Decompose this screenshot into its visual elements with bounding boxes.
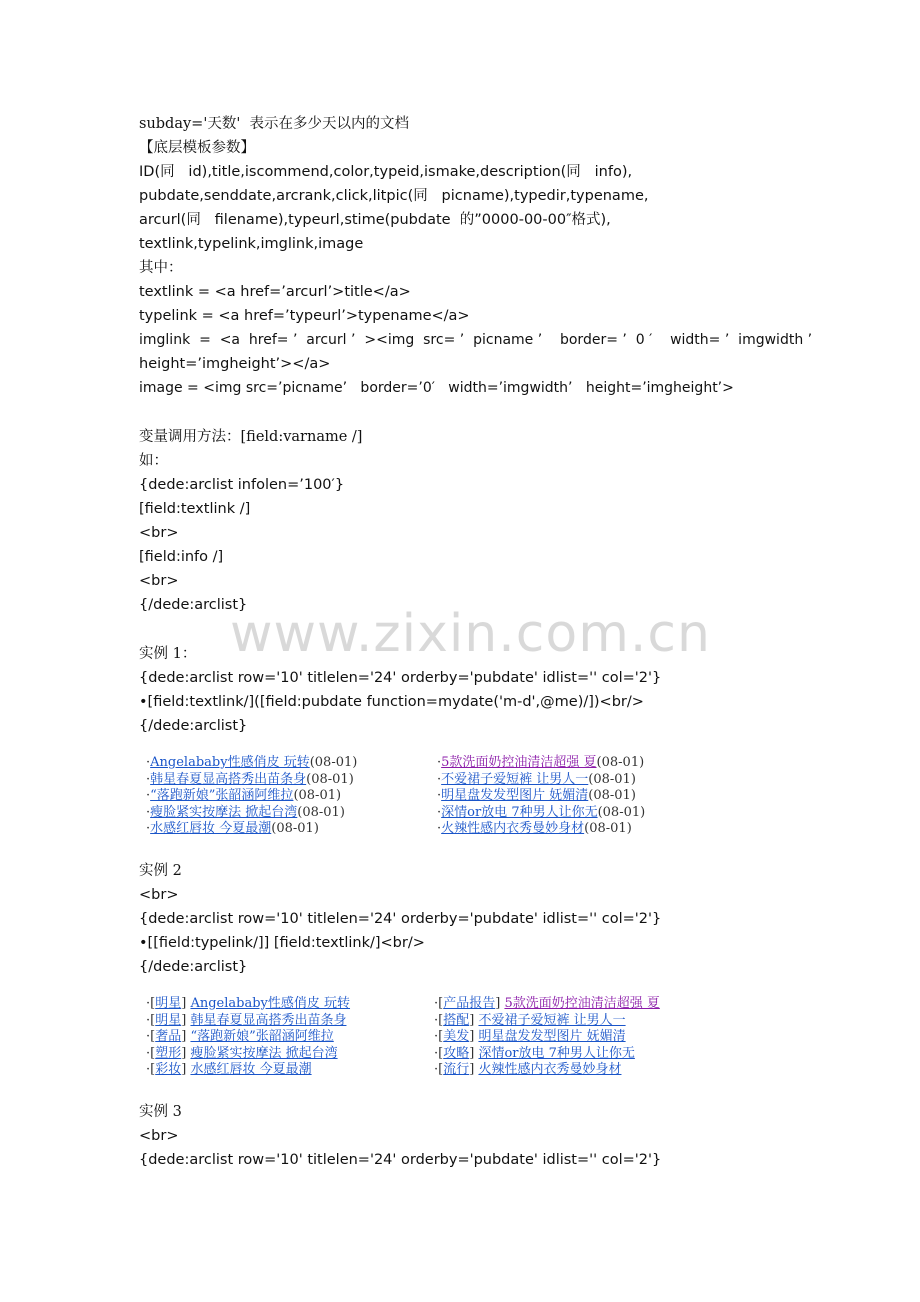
text-line: arcurl(同 filename),typeurl,stime(pubdate 的”0000-00-00″格式), (139, 212, 611, 228)
list-item: ·“落跑新娘”张韶涵阿维拉(08-01) (146, 788, 342, 803)
code-line: imglink = <a href= ’ arcurl ’ ><img src= ’ picname ’ border= ’ 0 ′ width= ’ imgwidth ’ (139, 332, 813, 348)
example-heading: 实例 1： (139, 646, 197, 662)
type-link[interactable]: 明星 (155, 996, 182, 1011)
type-link[interactable]: 彩妆 (155, 1062, 182, 1077)
code-line: {/dede:arclist} (139, 718, 248, 734)
type-link[interactable]: 塑形 (155, 1045, 182, 1061)
list-item: ·[彩妆] 水感红唇妆 今夏最潮 (146, 1062, 312, 1077)
code-line: typelink = <a href=’typeurl’>typename</a> (139, 308, 470, 324)
code-line: [field:textlink /] (139, 501, 251, 517)
code-line: <br> (139, 573, 179, 589)
article-link[interactable]: 水感红唇妆 今夏最潮 (190, 1062, 312, 1077)
list-item: ·水感红唇妆 今夏最潮(08-01) (146, 821, 319, 836)
code-line: {/dede:arclist} (139, 597, 248, 613)
code-line: <br> (139, 1128, 179, 1144)
article-link[interactable]: 不爱裙子爱短裤 让男人一 (478, 1012, 626, 1028)
example-heading: 实例 2 (139, 863, 182, 879)
list-item: ·[奢品] “落跑新娘”张韶涵阿维拉 (146, 1029, 334, 1044)
article-link[interactable]: Angelababy性感俏皮 玩转 (190, 996, 351, 1011)
article-date: (08-01) (306, 771, 354, 787)
example1-left-column (146, 755, 357, 838)
type-link[interactable]: 搭配 (443, 1012, 470, 1028)
article-link[interactable]: 5款洗面奶控油清洁超强 夏 (441, 755, 597, 770)
code-line: •[field:textlink/]([field:pubdate function=mydate('m-d',@me)/])<br/> (139, 694, 644, 710)
code-line: height=’imgheight’></a> (139, 356, 331, 372)
list-item: ·火辣性感内衣秀曼妙身材(08-01) (437, 821, 632, 836)
list-item: ·[明星] Angelababy性感俏皮 玩转 (146, 996, 351, 1011)
article-link[interactable]: 明星盘发发型图片 妩媚清 (441, 788, 589, 803)
code-line: {dede:arclist row='10' titlelen='24' orderby='pubdate' idlist='' col='2'} (139, 1152, 662, 1168)
article-link[interactable]: 水感红唇妆 今夏最潮 (150, 821, 272, 836)
list-item: ·韩星春夏显高搭秀出苗条身(08-01) (146, 771, 354, 787)
list-item: ·[攻略] 深情or放电 7种男人让你无 (434, 1045, 635, 1061)
article-link[interactable]: 深情or放电 7种男人让你无 (478, 1045, 635, 1061)
article-link[interactable]: 不爱裙子爱短裤 让男人一 (441, 771, 589, 787)
list-item: ·不爱裙子爱短裤 让男人一(08-01) (437, 771, 636, 787)
code-line: {dede:arclist row='10' titlelen='24' orderby='pubdate' idlist='' col='2'} (139, 670, 662, 686)
code-line: <br> (139, 887, 179, 903)
type-link[interactable]: 奢品 (155, 1029, 182, 1044)
list-item: ·深情or放电 7种男人让你无(08-01) (437, 804, 646, 820)
list-item: ·瘦脸紧实按摩法 掀起台湾(08-01) (146, 804, 345, 820)
example2-left-column (146, 996, 350, 1079)
text-line: ID(同 id),title,iscommend,color,typeid,ismake,description(同 info), (139, 164, 633, 180)
section-heading: 【底层模板参数】 (139, 140, 255, 156)
article-link[interactable]: 明星盘发发型图片 妩媚清 (478, 1029, 626, 1044)
type-link[interactable]: 产品报告 (443, 996, 496, 1011)
list-item: ·[明星] 韩星春夏显高搭秀出苗条身 (146, 1012, 347, 1028)
example-heading: 实例 3 (139, 1104, 182, 1120)
list-item: ·[美发] 明星盘发发型图片 妩媚清 (434, 1029, 626, 1044)
text-line: subday='天数' 表示在多少天以内的文档 (139, 116, 410, 132)
article-date: (08-01) (297, 804, 345, 820)
code-line: {dede:arclist infolen=’100′} (139, 477, 345, 493)
list-item: ·[搭配] 不爱裙子爱短裤 让男人一 (434, 1012, 626, 1028)
list-item: ·[塑形] 瘦脸紧实按摩法 掀起台湾 (146, 1045, 338, 1061)
type-link[interactable]: 明星 (155, 1012, 182, 1028)
article-link[interactable]: Angelababy性感俏皮 玩转 (150, 755, 310, 770)
article-link[interactable]: 火辣性感内衣秀曼妙身材 (478, 1062, 622, 1077)
list-item: ·5款洗面奶控油清洁超强 夏(08-01) (437, 755, 645, 770)
code-line: {/dede:arclist} (139, 959, 248, 975)
article-link[interactable]: “落跑新娘”张韶涵阿维拉 (150, 788, 294, 803)
article-link[interactable]: 5款洗面奶控油清洁超强 夏 (504, 996, 660, 1011)
text-line: 如： (139, 453, 168, 469)
article-link[interactable]: 火辣性感内衣秀曼妙身材 (441, 821, 585, 836)
article-date: (08-01) (293, 788, 342, 803)
article-link[interactable]: “落跑新娘”张韶涵阿维拉 (190, 1029, 334, 1044)
text-line: pubdate,senddate,arcrank,click,litpic(同 picname),typedir,typename, (139, 188, 649, 204)
article-date: (08-01) (584, 821, 632, 836)
list-item: ·[产品报告] 5款洗面奶控油清洁超强 夏 (434, 996, 660, 1011)
type-link[interactable]: 攻略 (443, 1045, 470, 1061)
text-line: 变量调用方法：[field:varname /] (139, 429, 363, 445)
article-link[interactable]: 韩星春夏显高搭秀出苗条身 (150, 771, 307, 787)
article-date: (08-01) (597, 804, 646, 820)
article-link[interactable]: 瘦脸紧实按摩法 掀起台湾 (190, 1045, 338, 1061)
article-link[interactable]: 瘦脸紧实按摩法 掀起台湾 (150, 804, 298, 820)
type-link[interactable]: 美发 (443, 1029, 470, 1044)
watermark: www.zixin.com.cn (230, 604, 711, 664)
text-line: textlink,typelink,imglink,image (139, 236, 364, 252)
article-link[interactable]: 深情or放电 7种男人让你无 (441, 804, 598, 820)
text-line: 其中： (139, 260, 183, 276)
list-item: ·[流行] 火辣性感内衣秀曼妙身材 (434, 1062, 622, 1077)
code-line: <br> (139, 525, 179, 541)
example2-right-column (434, 996, 660, 1079)
article-date: (08-01) (309, 755, 358, 770)
code-line: {dede:arclist row='10' titlelen='24' orderby='pubdate' idlist='' col='2'} (139, 911, 662, 927)
list-item: ·Angelababy性感俏皮 玩转(08-01) (146, 755, 358, 770)
example1-right-column (437, 755, 645, 838)
type-link[interactable]: 流行 (443, 1062, 470, 1077)
article-link[interactable]: 韩星春夏显高搭秀出苗条身 (190, 1012, 347, 1028)
code-line: [field:info /] (139, 549, 224, 565)
article-date: (08-01) (271, 821, 319, 836)
article-date: (08-01) (588, 788, 636, 803)
code-line: textlink = <a href=’arcurl’>title</a> (139, 284, 411, 300)
code-line: •[[field:typelink/]] [field:textlink/]<br/> (139, 935, 425, 951)
article-date: (08-01) (596, 755, 645, 770)
list-item: ·明星盘发发型图片 妩媚清(08-01) (437, 788, 636, 803)
article-date: (08-01) (588, 771, 636, 787)
code-line: image = <img src=’picname’ border=’0′ width=’imgwidth’ height=’imgheight’> (139, 380, 734, 396)
